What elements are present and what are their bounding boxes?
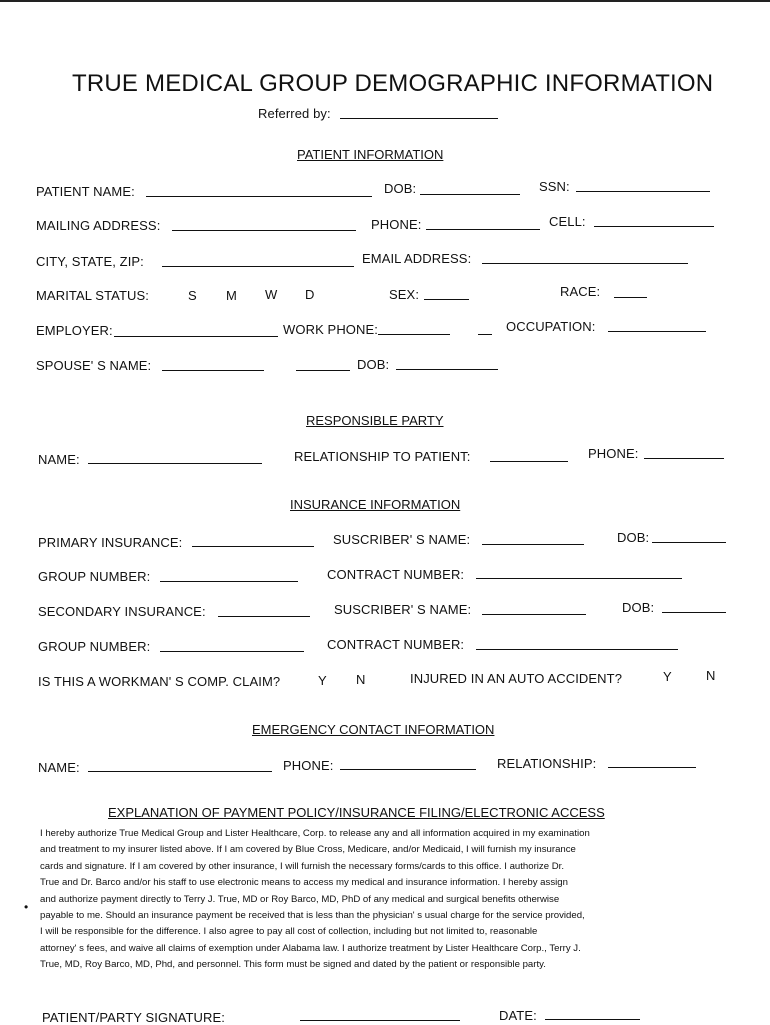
patient-info-heading: PATIENT INFORMATION	[297, 147, 444, 162]
phone-label: PHONE:	[371, 217, 422, 232]
city-state-zip-label: CITY, STATE, ZIP:	[36, 254, 144, 269]
secondary-contract-number-label: CONTRACT NUMBER:	[327, 637, 465, 652]
cell-field[interactable]	[594, 226, 714, 227]
cell-label: CELL:	[549, 214, 586, 229]
patient-dob-field[interactable]	[420, 194, 520, 195]
secondary-subscriber-dob-field[interactable]	[662, 612, 726, 613]
workmans-comp-yes-option[interactable]: Y	[318, 673, 327, 688]
primary-subscriber-dob-label: DOB:	[617, 530, 650, 545]
payment-policy-heading: EXPLANATION OF PAYMENT POLICY/INSURANCE FILING/ELECTRONIC ACCESS	[108, 805, 605, 820]
policy-line: True and Dr. Barco and/or his staff to use electronic means to access my medical and insurance information. I hereby assign	[40, 877, 568, 889]
secondary-insurance-label: SECONDARY INSURANCE:	[38, 604, 206, 619]
policy-line: attorney' s fees, and waive all claims of exemption under Alabama law. I authorize treatment by Lister Healthcare Corp., Terry J.	[40, 942, 581, 954]
ssn-field[interactable]	[576, 191, 710, 192]
spouse-name-field[interactable]	[162, 370, 264, 371]
city-state-zip-field[interactable]	[162, 266, 354, 267]
primary-group-number-field[interactable]	[160, 581, 298, 582]
mailing-address-field[interactable]	[172, 230, 356, 231]
phone-field[interactable]	[426, 229, 540, 230]
secondary-insurance-field[interactable]	[218, 616, 310, 617]
employer-label: EMPLOYER:	[36, 323, 113, 338]
patient-name-field[interactable]	[146, 196, 372, 197]
secondary-subscriber-name-field[interactable]	[482, 614, 586, 615]
marital-option-married[interactable]: M	[226, 288, 237, 303]
emergency-name-field[interactable]	[88, 771, 272, 772]
responsible-name-label: NAME:	[38, 452, 80, 467]
responsible-party-heading: RESPONSIBLE PARTY	[306, 413, 444, 428]
patient-name-label: PATIENT NAME:	[36, 184, 135, 199]
emergency-phone-label: PHONE:	[283, 758, 334, 773]
race-label: RACE:	[560, 284, 601, 299]
work-phone-field[interactable]	[378, 334, 450, 335]
policy-line: payable to me. Should an insurance payment be received that is less than the physician' s usual charge for the service provided,	[40, 910, 585, 922]
spouse-name-extra-field[interactable]	[296, 370, 350, 371]
policy-line: I will be responsible for the difference. I also agree to pay all cost of collection, including but not limited to, reasonable	[40, 926, 538, 938]
top-border	[0, 0, 770, 2]
work-phone-ext-field[interactable]	[478, 334, 492, 335]
occupation-field[interactable]	[608, 331, 706, 332]
primary-insurance-field[interactable]	[192, 546, 314, 547]
relationship-to-patient-label: RELATIONSHIP TO PATIENT:	[294, 449, 471, 464]
marital-option-single[interactable]: S	[188, 288, 197, 303]
marital-option-widowed[interactable]: W	[265, 287, 278, 302]
emergency-relationship-field[interactable]	[608, 767, 696, 768]
ssn-label: SSN:	[539, 179, 570, 194]
responsible-phone-field[interactable]	[644, 458, 724, 459]
emergency-relationship-label: RELATIONSHIP:	[497, 756, 597, 771]
policy-line: I hereby authorize True Medical Group and Lister Healthcare, Corp. to release any and all information acquired in my examination	[40, 828, 590, 839]
email-label: EMAIL ADDRESS:	[362, 251, 472, 266]
workmans-comp-no-option[interactable]: N	[356, 672, 366, 687]
spouse-name-label: SPOUSE' S NAME:	[36, 358, 152, 373]
payment-policy-text	[40, 826, 730, 974]
signature-field[interactable]	[300, 1020, 460, 1021]
patient-dob-label: DOB:	[384, 181, 417, 196]
sex-label: SEX:	[389, 287, 420, 302]
responsible-name-field[interactable]	[88, 463, 262, 464]
responsible-phone-label: PHONE:	[588, 446, 639, 461]
policy-line: and treatment to my insurer listed above. If I am covered by Blue Cross, Medicare, and/or Medicaid, I will furnish my insurance	[40, 844, 576, 856]
policy-line: cards and signature. If I am covered by other insurance, I will furnish the necessary forms/cards to this office. I authorize Dr.	[40, 860, 564, 872]
marital-option-divorced[interactable]: D	[305, 287, 315, 302]
primary-insurance-label: PRIMARY INSURANCE:	[38, 535, 183, 550]
mailing-address-label: MAILING ADDRESS:	[36, 218, 161, 233]
secondary-subscriber-name-label: SUSCRIBER' S NAME:	[334, 602, 472, 617]
email-field[interactable]	[482, 263, 688, 264]
spouse-dob-label: DOB:	[357, 357, 390, 372]
spouse-dob-field[interactable]	[396, 369, 498, 370]
secondary-group-number-label: GROUP NUMBER:	[38, 639, 151, 654]
secondary-group-number-field[interactable]	[160, 651, 304, 652]
primary-subscriber-name-label: SUSCRIBER' S NAME:	[333, 532, 471, 547]
emergency-name-label: NAME:	[38, 760, 80, 775]
page-title: TRUE MEDICAL GROUP DEMOGRAPHIC INFORMATION	[72, 70, 714, 97]
signature-label: PATIENT/PARTY SIGNATURE:	[42, 1010, 225, 1025]
marital-status-label: MARITAL STATUS:	[36, 288, 149, 303]
auto-accident-yes-option[interactable]: Y	[663, 669, 672, 684]
primary-contract-number-label: CONTRACT NUMBER:	[327, 567, 465, 582]
work-phone-label: WORK PHONE:	[283, 322, 378, 337]
policy-line: True, MD, Roy Barco, MD, Phd, and personnel. This form must be signed and dated by the patient or responsible party.	[40, 959, 546, 971]
policy-line: and authorize payment directly to Terry J. True, MD or Roy Barco, MD, PhD of any medical and surgical benefits otherwise	[40, 893, 560, 905]
referred-by-field[interactable]	[340, 118, 498, 119]
auto-accident-question: INJURED IN AN AUTO ACCIDENT?	[410, 671, 623, 686]
employer-field[interactable]	[114, 336, 278, 337]
emergency-phone-field[interactable]	[340, 769, 476, 770]
emergency-contact-heading: EMERGENCY CONTACT INFORMATION	[252, 722, 495, 737]
race-field[interactable]	[614, 297, 647, 298]
insurance-info-heading: INSURANCE INFORMATION	[290, 497, 461, 512]
auto-accident-no-option[interactable]: N	[706, 668, 716, 683]
primary-group-number-label: GROUP NUMBER:	[38, 569, 151, 584]
secondary-contract-number-field[interactable]	[476, 649, 678, 650]
workmans-comp-question: IS THIS A WORKMAN' S COMP. CLAIM?	[38, 674, 281, 689]
occupation-label: OCCUPATION:	[506, 319, 596, 334]
primary-contract-number-field[interactable]	[476, 578, 682, 579]
primary-subscriber-name-field[interactable]	[482, 544, 584, 545]
sex-field[interactable]	[424, 299, 469, 300]
secondary-subscriber-dob-label: DOB:	[622, 600, 655, 615]
stray-mark: •	[24, 900, 29, 914]
date-field[interactable]	[545, 1019, 640, 1020]
primary-subscriber-dob-field[interactable]	[652, 542, 726, 543]
relationship-to-patient-field[interactable]	[490, 461, 568, 462]
date-label: DATE:	[499, 1008, 537, 1023]
referred-by-label: Referred by:	[258, 106, 331, 121]
